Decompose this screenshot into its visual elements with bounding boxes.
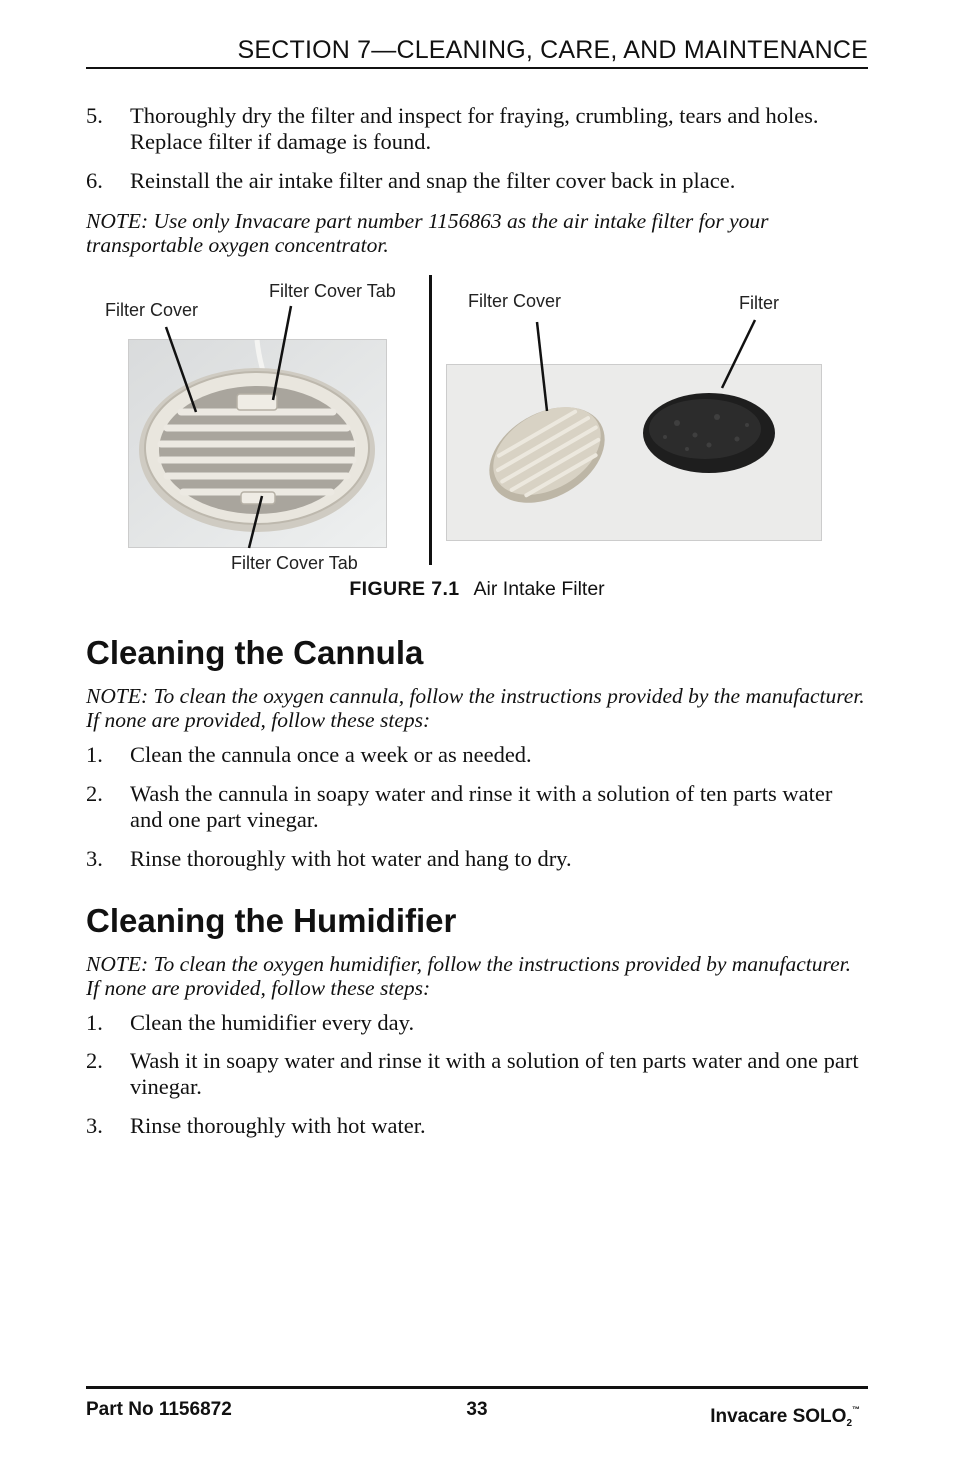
step-number: 2. xyxy=(86,1048,103,1073)
cannula-note: NOTE: To clean the oxygen cannula, follow the instructions provided by the manufacturer. If none are provided, follow these steps: xyxy=(86,684,865,732)
step-number: 6. xyxy=(86,168,103,193)
step-text: Rinse thoroughly with hot water. xyxy=(130,1113,426,1138)
footer-part-number: Part No 1156872 xyxy=(86,1399,232,1420)
step-number: 2. xyxy=(86,781,103,806)
filter-note: NOTE: Use only Invacare part number 1156863 as the air intake filter for your transportable oxygen concentrator. xyxy=(86,209,769,257)
step-text: Thoroughly dry the filter and inspect for fraying, crumbling, tears and holes. Replace filter if damage is found. xyxy=(130,103,819,154)
step-number: 5. xyxy=(86,103,103,128)
step-text: Reinstall the air intake filter and snap the filter cover back in place. xyxy=(130,168,736,193)
step-text: Wash it in soapy water and rinse it with a solution of ten parts water and one part vinegar. xyxy=(130,1048,859,1099)
humidifier-note: NOTE: To clean the oxygen humidifier, follow the instructions provided by manufacturer. If none are provided, follow these steps: xyxy=(86,952,851,1000)
humidifier-step-3 xyxy=(86,1113,866,1139)
step-number: 1. xyxy=(86,1010,103,1035)
step-text: Clean the cannula once a week or as needed. xyxy=(130,742,532,767)
label-filter-cover-left: Filter Cover xyxy=(105,300,199,320)
footer-divider xyxy=(86,1386,868,1389)
figure-caption xyxy=(0,576,954,602)
cannula-step-1 xyxy=(86,742,866,768)
footer-product-name xyxy=(710,1397,860,1437)
heading-cleaning-humidifier: Cleaning the Humidifier xyxy=(86,902,457,939)
section-header-title: SECTION 7—CLEANING, CARE, AND MAINTENANCE xyxy=(237,36,868,64)
product-subscript: 2 xyxy=(846,1418,852,1429)
product-name: Invacare SOLO xyxy=(710,1406,847,1427)
label-filter-cover-tab-top: Filter Cover Tab xyxy=(269,281,396,301)
step-text: Rinse thoroughly with hot water and hang to dry. xyxy=(130,846,572,871)
humidifier-step-2 xyxy=(86,1048,866,1100)
heading-cleaning-cannula: Cleaning the Cannula xyxy=(86,634,424,671)
label-filter-cover-right: Filter Cover xyxy=(468,291,562,311)
step-number: 3. xyxy=(86,1113,103,1138)
humidifier-step-1 xyxy=(86,1010,866,1036)
label-filter: Filter xyxy=(739,293,779,313)
trademark-symbol: ™ xyxy=(852,1405,860,1414)
label-filter-cover-tab-bottom: Filter Cover Tab xyxy=(231,553,358,573)
cannula-step-3 xyxy=(86,846,866,872)
step-text: Wash the cannula in soapy water and rinse it with a solution of ten parts water and one part vinegar. xyxy=(130,781,833,832)
step-text: Clean the humidifier every day. xyxy=(130,1010,415,1035)
figure-caption-text: Air Intake Filter xyxy=(473,578,605,600)
footer-page-number: 33 xyxy=(466,1399,488,1420)
figure-number: FIGURE 7.1 xyxy=(349,578,460,600)
step-number: 1. xyxy=(86,742,103,767)
cannula-step-2 xyxy=(86,781,866,833)
step-number: 3. xyxy=(86,846,103,871)
